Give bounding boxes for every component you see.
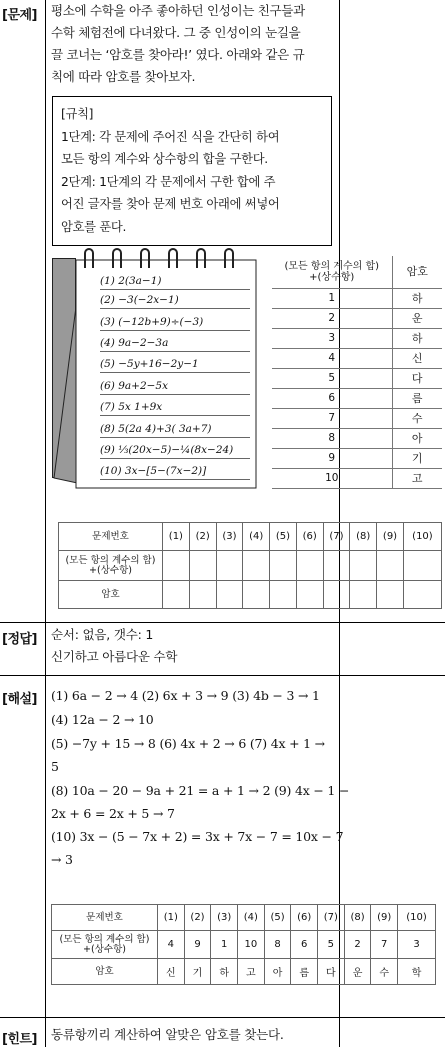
- code-cell: 운: [344, 959, 371, 985]
- section-divider: [0, 675, 445, 676]
- code-cell: 고: [392, 468, 442, 488]
- number-cell: (8): [344, 905, 371, 931]
- notebook-item: (2) −3(−2x−1): [100, 291, 250, 309]
- sum-cell: 2: [272, 308, 392, 328]
- blank-cell: [189, 551, 216, 581]
- number-cell: (9): [377, 523, 404, 551]
- number-cell: (2): [184, 905, 211, 931]
- number-cell: (4): [238, 905, 265, 931]
- rules-line: 어진 글자를 찾아 문제 번호 아래에 써넣어: [61, 197, 280, 211]
- sum-cell: 5: [318, 931, 345, 959]
- notebook-item: (10) 3x−[5−(7x−2)]: [100, 462, 250, 480]
- sum-cell: 6: [272, 388, 392, 408]
- sum-cell: 7: [371, 931, 398, 959]
- explanation-line: (10) 3x − (5 − 7x + 2) = 3x + 7x − 7 = 10x − 7: [51, 829, 344, 844]
- hint-tag: [힌트]: [2, 1032, 37, 1047]
- number-cell: (9): [371, 905, 398, 931]
- section-divider: [0, 1017, 445, 1018]
- row-label: 문제번호: [52, 905, 158, 931]
- code-cell: 학: [398, 959, 436, 985]
- notebook-item: (9) ⅓(20x−5)−¼(8x−24): [100, 441, 250, 459]
- sum-cell: 2: [344, 931, 371, 959]
- rules-title: [규칙]: [61, 107, 94, 121]
- code-cell: 름: [392, 388, 442, 408]
- code-cell: 아: [264, 959, 291, 985]
- row-label: 암호: [59, 581, 163, 609]
- problem-line: 칙에 따라 암호를 찾아보자.: [51, 69, 196, 84]
- sum-cell: 6: [291, 931, 318, 959]
- ring-icon: [168, 248, 178, 268]
- rules-box: [52, 96, 332, 246]
- blank-cell: [216, 551, 243, 581]
- problem-line: 평소에 수학을 아주 좋아하던 인성이는 친구들과: [51, 3, 305, 18]
- problem-text: [51, 0, 443, 88]
- sum-cell: 4: [158, 931, 185, 959]
- blank-cell: [350, 551, 377, 581]
- ring-icon: [196, 248, 206, 268]
- number-cell: (10): [403, 523, 441, 551]
- row-label: 문제번호: [59, 523, 163, 551]
- sum-cell: 10: [272, 468, 392, 488]
- code-cell: 운: [392, 308, 442, 328]
- code-cell: 름: [291, 959, 318, 985]
- code-cell: 신: [392, 348, 442, 368]
- blank-cell: [377, 551, 404, 581]
- code-cell: 하: [211, 959, 238, 985]
- sum-cell: 3: [398, 931, 436, 959]
- sum-cell: 8: [272, 428, 392, 448]
- sum-cell: 7: [272, 408, 392, 428]
- sum-cell: 4: [272, 348, 392, 368]
- explanation-line: 5: [51, 759, 59, 774]
- rules-line: 2단계: 1단계의 각 문제에서 구한 합에 주: [61, 174, 276, 189]
- blank-cell: [163, 581, 190, 609]
- blank-cell: [296, 581, 323, 609]
- sum-cell: 9: [272, 448, 392, 468]
- number-cell: (2): [189, 523, 216, 551]
- number-cell: (6): [296, 523, 323, 551]
- rules-line: 모든 항의 계수와 상수항의 합을 구한다.: [61, 152, 268, 166]
- blank-cell: [243, 551, 270, 581]
- code-cell: 기: [184, 959, 211, 985]
- row-label: (모든 항의 계수의 합) +(상수항): [59, 551, 163, 581]
- ring-icon: [84, 248, 94, 268]
- blank-cell: [243, 581, 270, 609]
- sum-cell: 3: [272, 328, 392, 348]
- number-cell: (7): [318, 905, 345, 931]
- problem-line: 끌 코너는 ‘암호를 찾아라!’ 였다. 아래와 같은 규: [51, 47, 305, 62]
- rules-line: 암호를 푼다.: [61, 219, 127, 234]
- blank-cell: [323, 581, 350, 609]
- row-label: (모든 항의 계수의 합) +(상수항): [52, 931, 158, 959]
- blank-cell: [403, 581, 441, 609]
- number-cell: (1): [158, 905, 185, 931]
- number-cell: (5): [264, 905, 291, 931]
- number-cell: (7): [323, 523, 350, 551]
- solution-table: [51, 904, 436, 985]
- number-cell: (3): [211, 905, 238, 931]
- code-cell: 신: [158, 959, 185, 985]
- blank-cell: [350, 581, 377, 609]
- blank-cell: [296, 551, 323, 581]
- code-cell: 하: [392, 328, 442, 348]
- notebook-item: (6) 9a+2−5x: [100, 377, 250, 395]
- explanation-line: → 3: [51, 852, 73, 867]
- number-cell: (1): [163, 523, 190, 551]
- explanation-line: (4) 12a − 2 → 10: [51, 712, 154, 727]
- answer-line: 신기하고 아름다운 수학: [51, 649, 178, 664]
- number-cell: (3): [216, 523, 243, 551]
- ring-icon: [224, 248, 234, 268]
- number-cell: (10): [398, 905, 436, 931]
- problem-line: 수학 체험전에 다녀왔다. 그 중 인성이의 눈길을: [51, 25, 301, 40]
- sum-cell: 1: [211, 931, 238, 959]
- hint-text: 동류항끼리 계산하여 알맞은 암호를 찾는다.: [51, 1027, 284, 1042]
- blank-cell: [270, 551, 297, 581]
- code-cell: 아: [392, 428, 442, 448]
- sum-cell: 1: [272, 288, 392, 308]
- sum-cell: 5: [272, 368, 392, 388]
- code-cell: 수: [371, 959, 398, 985]
- notebook-item: (7) 5x 1+9x: [100, 398, 250, 416]
- row-label: 암호: [52, 959, 158, 985]
- code-cell: 다: [318, 959, 345, 985]
- blank-cell: [377, 581, 404, 609]
- blank-cell: [189, 581, 216, 609]
- number-cell: (6): [291, 905, 318, 931]
- code-cell: 기: [392, 448, 442, 468]
- section-divider: [0, 622, 445, 623]
- number-cell: (4): [243, 523, 270, 551]
- sum-cell: 10: [238, 931, 265, 959]
- notebook-item: (3) (−12b+9)÷(−3): [100, 313, 250, 331]
- ring-icon: [140, 248, 150, 268]
- explanation-line: (1) 6a − 2 → 4 (2) 6x + 3 → 9 (3) 4b − 3 → 1: [51, 688, 320, 703]
- blank-cell: [323, 551, 350, 581]
- rules-line: 1단계: 각 문제에 주어진 식을 간단히 하여: [61, 129, 280, 144]
- explanation-line: (5) −7y + 15 → 8 (6) 4x + 2 → 6 (7) 4x + 1 →: [51, 736, 325, 751]
- notebook-item: (4) 9a−2−3a: [100, 334, 250, 352]
- explanation-line: 2x + 6 = 2x + 5 → 7: [51, 806, 175, 821]
- explanation-line: (8) 10a − 20 − 9a + 21 = a + 1 → 2 (9) 4x − 1 −: [51, 783, 350, 798]
- left-margin-line: [45, 0, 46, 1047]
- notebook-item: (8) 5(2a 4)+3( 3a+7): [100, 420, 250, 438]
- notebook-item: (5) −5y+16−2y−1: [100, 355, 250, 373]
- code-cell: 하: [392, 288, 442, 308]
- code-cell: 다: [392, 368, 442, 388]
- blank-cell: [403, 551, 441, 581]
- blank-cell: [270, 581, 297, 609]
- code-cell: 고: [238, 959, 265, 985]
- notebook-item: (1) 2(3a−1): [100, 272, 250, 290]
- ring-icon: [112, 248, 122, 268]
- number-cell: (5): [270, 523, 297, 551]
- sum-cell: 9: [184, 931, 211, 959]
- explanation-tag: [해설]: [2, 692, 37, 707]
- blank-cell: [216, 581, 243, 609]
- answer-tag: [정답]: [2, 632, 37, 647]
- blank-cell: [163, 551, 190, 581]
- header-sum: (모든 항의 계수의 합) +(상수항): [272, 256, 392, 288]
- answer-line: 순서: 없음, 갯수: 1: [51, 627, 154, 642]
- code-lookup-table: [272, 256, 442, 489]
- blank-answer-table: [58, 522, 442, 609]
- notebook-rings: [80, 248, 250, 268]
- sum-cell: 8: [264, 931, 291, 959]
- header-code: 암호: [392, 256, 442, 288]
- code-cell: 수: [392, 408, 442, 428]
- problem-tag: [문제]: [2, 8, 37, 23]
- number-cell: (8): [350, 523, 377, 551]
